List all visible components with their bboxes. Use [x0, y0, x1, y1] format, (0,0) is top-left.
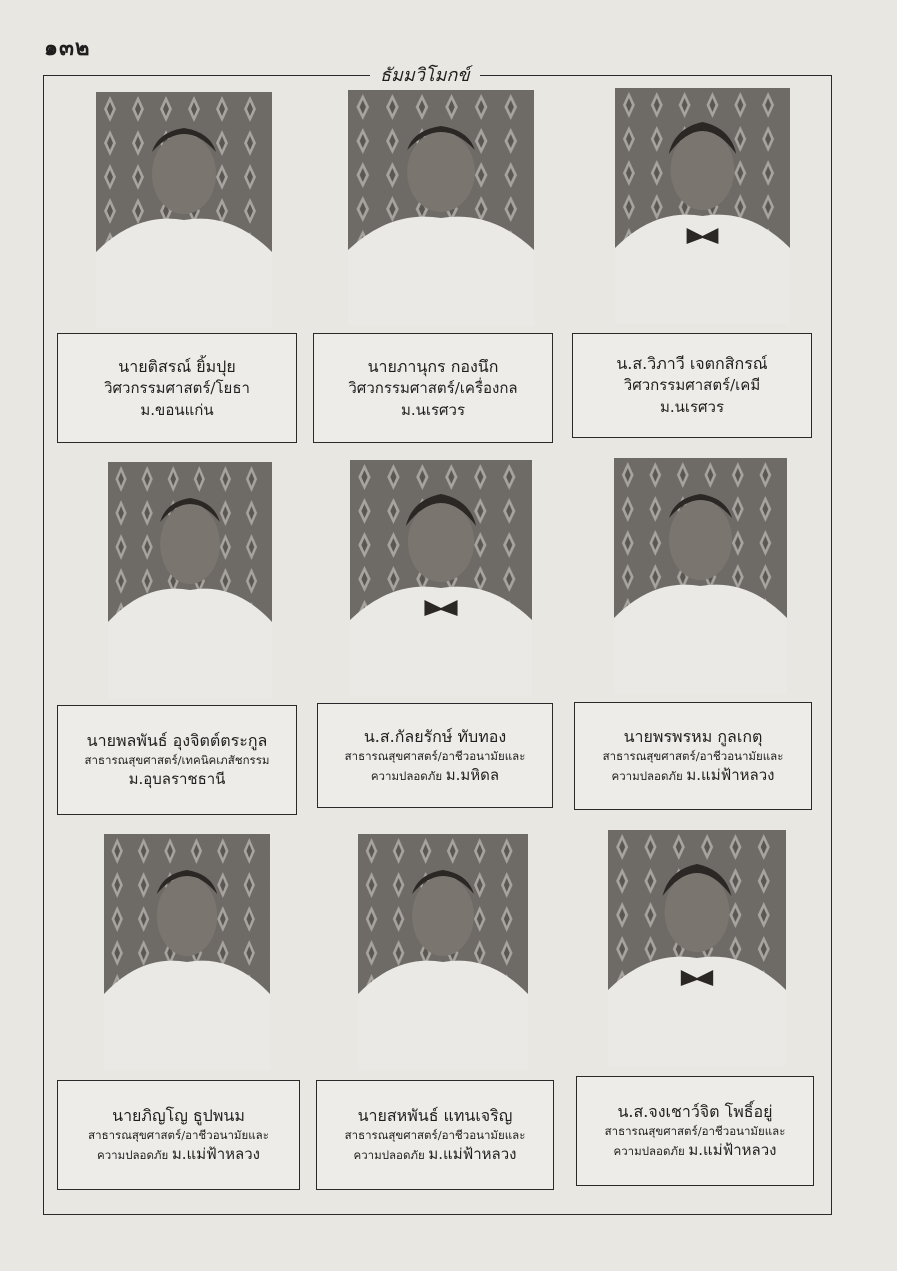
student-photo — [96, 92, 272, 328]
student-name: น.ส.จงเชาว์จิต โพธิ์อยู่ — [617, 1102, 773, 1122]
student-major: สาธารณสุขศาสตร์/อาชีวอนามัยและ — [602, 749, 784, 764]
student-major-cont: ความปลอดภัย — [613, 1144, 685, 1159]
student-caption — [572, 333, 812, 438]
student-caption — [574, 702, 812, 810]
student-name: นายสหพันธ์ แทนเจริญ — [357, 1106, 513, 1126]
student-caption — [316, 1080, 554, 1190]
student-major-and-university — [614, 1140, 777, 1162]
student-major-and-university — [371, 765, 499, 787]
student-name: น.ส.วิภาวี เจตกสิกรณ์ — [616, 354, 768, 374]
student-major-and-university — [354, 1144, 517, 1166]
student-university: ม.มหิดล — [445, 765, 500, 784]
student-major-and-university — [97, 1144, 260, 1166]
student-university: ม.นเรศวร — [659, 398, 725, 417]
page-number: ๑๓๒ — [44, 35, 91, 61]
student-major-cont: ความปลอดภัย — [97, 1148, 169, 1163]
student-name: นายพลพันธ์ อุงจิตต์ตระกูล — [86, 731, 268, 751]
student-caption — [57, 333, 297, 443]
student-name: นายภานุกร กองนึก — [367, 356, 499, 376]
student-major: วิศวกรรมศาสตร์/โยธา — [104, 378, 250, 397]
student-name: นายติสรณ์ ยิ้มปุย — [118, 356, 236, 376]
student-major-and-university — [612, 765, 775, 787]
student-university: ม.แม่ฟ้าหลวง — [428, 1145, 517, 1164]
student-photo — [358, 834, 528, 1070]
student-major: สาธารณสุขศาสตร์/อาชีวอนามัยและ — [604, 1124, 786, 1139]
student-photo — [614, 458, 787, 694]
student-caption — [576, 1076, 814, 1186]
student-major: วิศวกรรมศาสตร์/เคมี — [623, 376, 761, 395]
student-photo — [104, 834, 270, 1070]
student-major: สาธารณสุขศาสตร์/อาชีวอนามัยและ — [88, 1128, 269, 1143]
student-caption — [313, 333, 553, 443]
student-major-cont: ความปลอดภัย — [353, 1148, 425, 1163]
student-major: วิศวกรรมศาสตร์/เครื่องกล — [348, 378, 518, 397]
student-university: ม.แม่ฟ้าหลวง — [171, 1145, 260, 1164]
student-caption — [57, 1080, 300, 1190]
student-name: นายภิญโญ ธูปพนม — [112, 1106, 245, 1126]
student-major: สาธารณสุขศาสตร์/อาชีวอนามัยและ — [344, 1128, 526, 1143]
student-major-cont: ความปลอดภัย — [611, 769, 683, 784]
student-photo — [350, 460, 532, 696]
student-name: น.ส.กัลยรักษ์ ทับทอง — [363, 726, 507, 746]
journal-title: ธัมมวิโมกข์ — [370, 60, 480, 89]
student-photo — [108, 462, 272, 698]
student-photo — [615, 88, 790, 324]
student-caption — [57, 705, 297, 815]
student-major: สาธารณสุขศาสตร์/เทคนิคเภสัชกรรม — [84, 753, 270, 768]
student-major-cont: ความปลอดภัย — [370, 768, 443, 783]
student-major: สาธารณสุขศาสตร์/อาชีวอนามัยและ — [344, 748, 526, 763]
student-university: ม.แม่ฟ้าหลวง — [688, 1141, 777, 1160]
student-caption — [317, 703, 553, 808]
student-university: ม.อุบลราชธานี — [128, 770, 226, 789]
student-photo — [348, 90, 534, 326]
student-name: นายพรพรหม กูลเกตุ — [623, 727, 763, 747]
student-university: ม.ขอนแก่น — [140, 400, 214, 419]
student-photo — [608, 830, 786, 1066]
student-university: ม.นเรศวร — [400, 400, 466, 419]
student-university: ม.แม่ฟ้าหลวง — [686, 766, 775, 785]
